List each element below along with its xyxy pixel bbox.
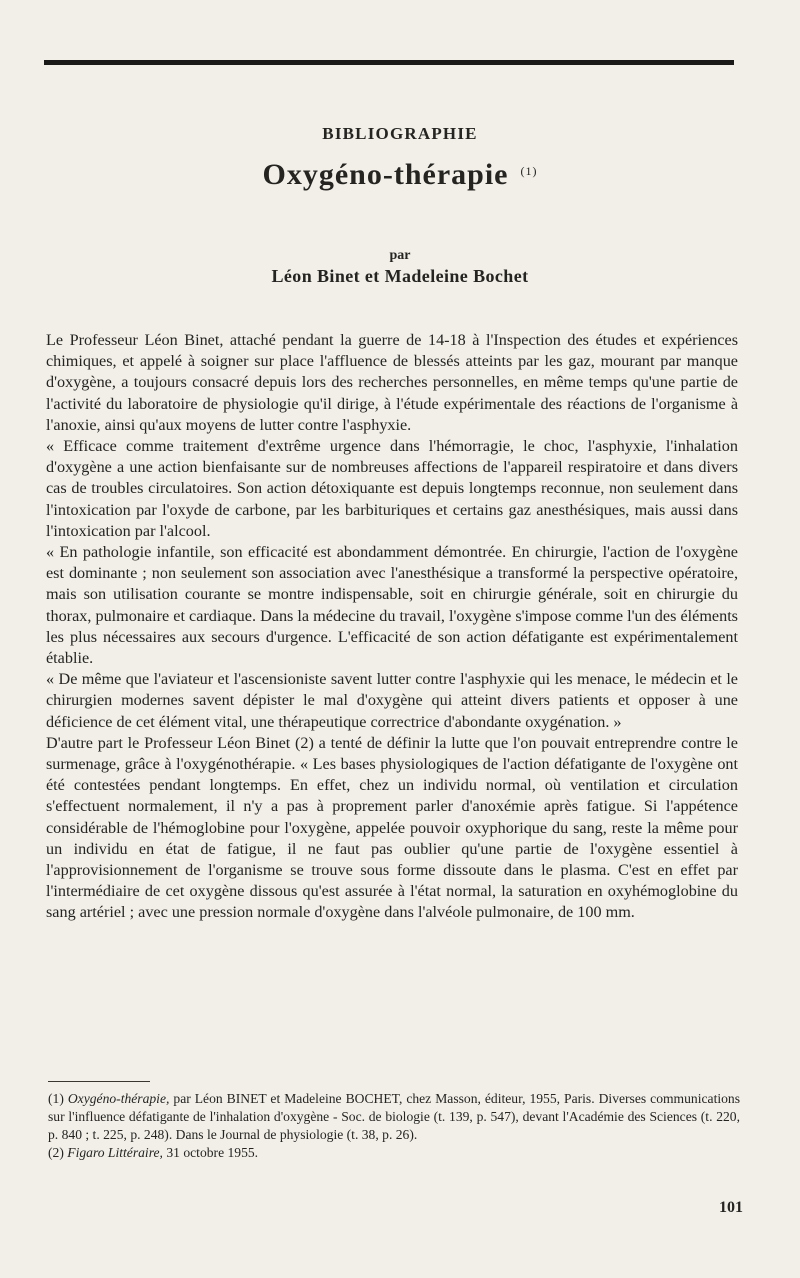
paragraph-1: Le Professeur Léon Binet, attaché pendant la guerre de 14-18 à l'Inspection des études et expériences chimiques, et appelé à soigner sur place l'affluence de blessés atteints par les gaz, mourant par manque d'oxygène, a toujours consacré depuis lors des recherches personnelles, en même temps qu'une partie de l'activité du laboratoire de physiologie qu'il dirige, à l'étude expérimentale des réactions de l'organisme à l'anoxie, ainsi qu'aux moyens de lutter contre l'asphyxie. bbox=[46, 331, 738, 434]
byline-authors: Léon Binet et Madeleine Bochet bbox=[271, 266, 529, 286]
footnote-1 bbox=[48, 1090, 740, 1144]
footnote-2-marker: (2) bbox=[48, 1145, 64, 1160]
paragraph-5: D'autre part le Professeur Léon Binet (2) a tenté de définir la lutte que l'on pouvait entreprendre contre le surmenage, grâce à l'oxygénothérapie. « Les bases physiologiques de l'action défatigante de l'oxygène ont été contestées pendant longtemps. En effet, chez un individu normal, où ventilation et circulation s'effectuent normalement, il n'y a pas à proprement parler d'anoxémie après fatigue. Si l'appétence considérable de l'hémoglobine pour l'oxygène, appelée pouvoir oxyphorique du sang, reste la même pour un individu en état de fatigue, il ne faut pas oublier qu'une partie de l'oxygène essentiel à l'approvisionnement de l'organisme se trouve sous forme dissoute dans le plasma. C'est en effet par l'intermédiaire de cet oxygène dissous qu'est assurée à l'état normal, la saturation en oxyhémoglobine du sang artériel ; avec une pression normale d'oxygène dans l'alvéole pulmonaire, de 100 mm. bbox=[46, 733, 738, 922]
article-title bbox=[0, 158, 800, 192]
paragraph-4: « De même que l'aviateur et l'ascensioniste savent lutter contre l'asphyxie qui les menace, le médecin et le chirurgien modernes savent dépister le mal d'oxygène qui atteint divers patients et opposer à une déficience de cet élément vital, une thérapeutique correctrice d'abondante oxygénation. » bbox=[46, 670, 738, 731]
footnote-rule bbox=[48, 1081, 150, 1082]
byline-par: par bbox=[389, 248, 411, 263]
article-title-text: Oxygéno-thérapie bbox=[262, 158, 509, 191]
paragraph-3: « En pathologie infantile, son efficacité est abondamment démontrée. En chirurgie, l'action de l'oxygène est dominante ; non seulement son association avec l'anesthésique a transformé la perspective opératoire, mais son utilisation courante se montre indispensable, soit en chirurgie générale, soit en chirurgie du thorax, pulmonaire et cardiaque. Dans la médecine du travail, l'oxygène s'impose comme l'un des éléments les plus nécessaires aux secours d'urgence. L'efficacité de son action défatigante est expérimentalement établie. bbox=[46, 543, 738, 668]
article-body bbox=[46, 330, 738, 924]
page-number: 101 bbox=[719, 1199, 743, 1216]
footnote-2 bbox=[48, 1144, 740, 1162]
title-footnote-ref: (1) bbox=[520, 164, 538, 178]
paragraph-2: « Efficace comme traitement d'extrême urgence dans l'hémorragie, le choc, l'asphyxie, l'inhalation d'oxygène a une action bienfaisante sur de nombreuses affections de l'appareil respiratoire et dans divers cas de troubles circulatoires. Son action détoxiquante est depuis longtemps reconnue, non seulement dans l'intoxication par l'oxyde de carbone, par les barbituriques et certains gaz anesthésiques, mais aussi dans l'intoxication par l'alcool. bbox=[46, 437, 738, 540]
section-heading: BIBLIOGRAPHIE bbox=[322, 124, 478, 143]
footnote-2-text: 31 octobre 1955. bbox=[166, 1145, 259, 1160]
footnotes bbox=[48, 1090, 740, 1162]
footnote-1-text: par Léon BINET et Madeleine BOCHET, chez Masson, éditeur, 1955, Paris. Diverses communications sur l'influence défatigante de l'inhalation d'oxygène - Soc. de biologie (t. 139, p. 547), devant l'Académie des Sciences (t. 220, p. 840 ; t. 225, p. 248). Dans le Journal de physiologie (t. 38, p. 26). bbox=[48, 1091, 741, 1142]
footnote-1-marker: (1) bbox=[48, 1091, 64, 1106]
footnote-2-title: Figaro Littéraire, bbox=[67, 1145, 163, 1160]
top-rule bbox=[44, 60, 734, 65]
footnote-1-title: Oxygéno-thérapie, bbox=[67, 1091, 170, 1106]
